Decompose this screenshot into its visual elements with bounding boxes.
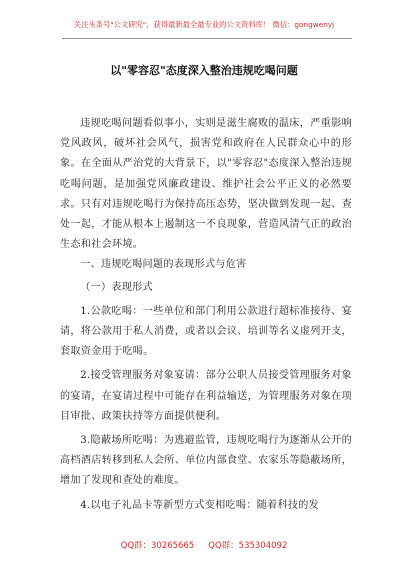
list-item: 3.隐蔽场所吃喝：为逃避监管，违规吃喝行为逐渐从公开的高档酒店转移到私人会所、单位内部食堂、农家乐等隐蔽场所，增加了发现和查处的难度。 xyxy=(60,435,352,487)
header-banner: 关注头条号"公文研究"，获得最新最全最专业的公文资料库！ 微信：gongwenyj xyxy=(73,20,335,29)
footer-qq-group-1: QQ群：30265665 xyxy=(120,541,195,551)
footer xyxy=(0,539,408,551)
subsection-heading: （一）表现形式 xyxy=(80,281,153,293)
footer-qq-group-2: QQ群：535304092 xyxy=(208,541,288,551)
list-item: 1.公款吃喝：一些单位和部门利用公款进行超标准接待、宴请，将公款用于私人消费，或者以会议、培训等名义虚列开支，套取资金用于吃喝。 xyxy=(60,305,352,358)
header-divider xyxy=(62,38,352,39)
section-heading: 一、违规吃喝问题的表现形式与危害 xyxy=(80,259,247,271)
document-body xyxy=(60,114,352,516)
page-title: 以"零容忍"态度深入整治违规吃喝问题 xyxy=(110,64,298,77)
list-item: 2.接受管理服务对象宴请：部分公职人员接受管理服务对象的宴请，在宴请过程中可能存在利益输送，为管理服务对象在项目审批、政策扶持等方面提供便利。 xyxy=(60,370,352,422)
intro-paragraph: 违规吃喝问题看似事小，实则是滋生腐败的温床，严重影响党风政风，破坏社会风气，损害党和政府在人民群众心中的形象。在全面从严治党的大背景下，以"零容忍"态度深入整治违规吃喝问题，是加强党风廉政建设、维护社会公平正义的必然要求。只有对违规吃喝行为保持高压态势，坚决做到发现一起、查处一起，才能从根本上遏制这一不良现象，营造风清气正的政治生态和社会环境。 xyxy=(60,118,352,251)
list-item: 4.以电子礼品卡等新型方式变相吃喝：随着科技的发 xyxy=(80,499,320,511)
